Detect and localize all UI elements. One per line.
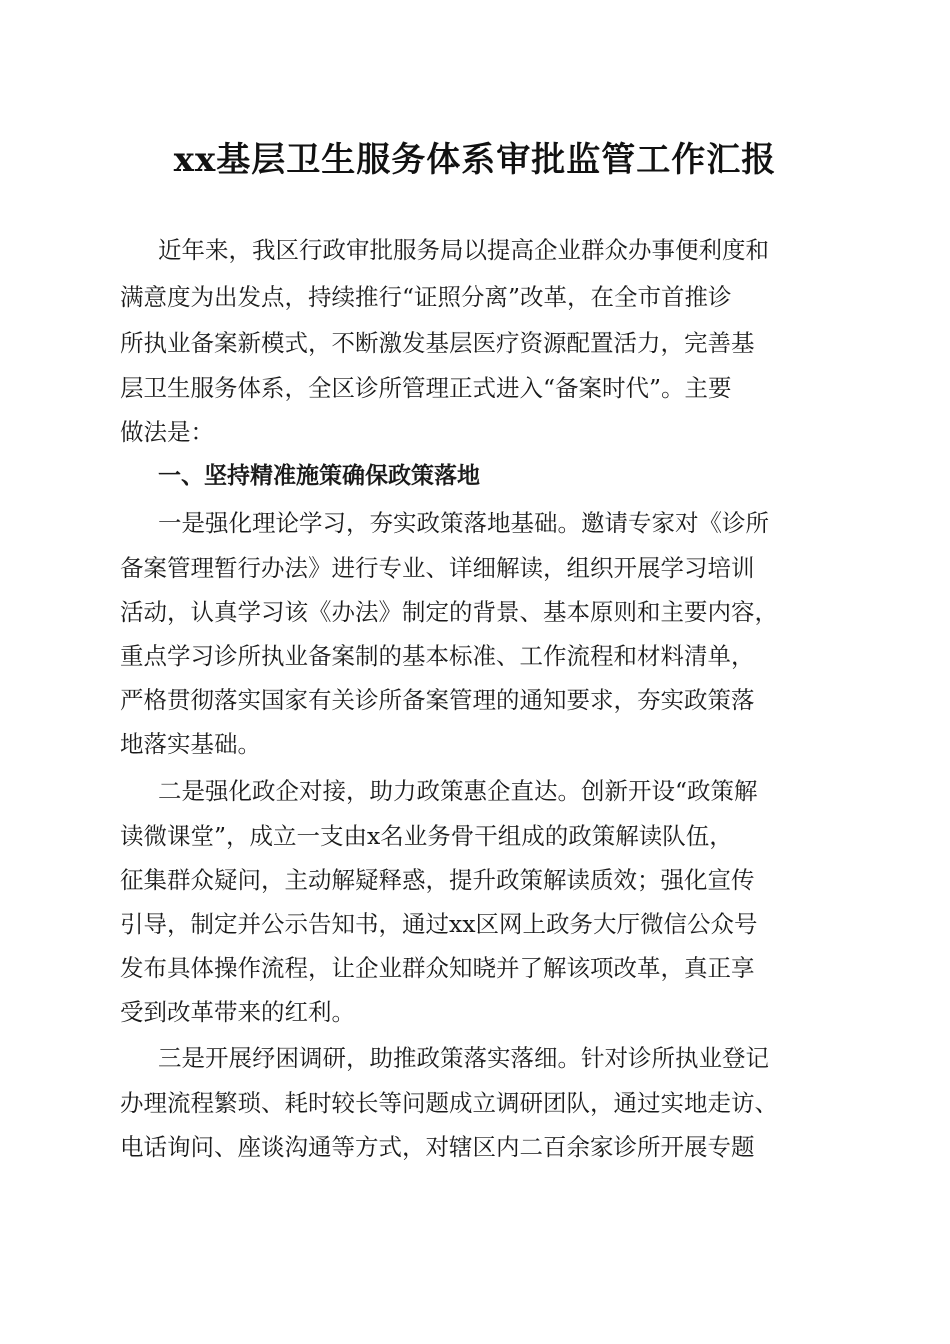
point-line: 征集群众疑问，主动解疑释惑，提升政策解读质效；强化宣传: [120, 866, 755, 894]
point-line: 地落实基础。: [120, 730, 261, 758]
point-line: 活动，认真学习该《办法》制定的背景、基本原则和主要内容，: [120, 598, 778, 626]
point-line: 备案管理暂行办法》进行专业、详细解读，组织开展学习培训: [120, 554, 755, 582]
document-title: xx基层卫生服务体系审批监管工作汇报: [173, 140, 777, 180]
point-lead: 三是开展纾困调研，助推政策落实落细。: [158, 1044, 581, 1072]
point-line: 办理流程繁琐、耗时较长等问题成立调研团队，通过实地走访、: [120, 1089, 778, 1117]
point-line: 读微课堂”，成立一支由x名业务骨干组成的政策解读队伍，: [120, 822, 733, 850]
point-text: 针对诊所执业登记: [581, 1044, 769, 1072]
intro-line: 满意度为出发点，持续推行“证照分离”改革，在全市首推诊: [120, 283, 732, 311]
intro-line: 近年来，我区行政审批服务局以提高企业群众办事便利度和: [158, 236, 769, 264]
point-line: 严格贯彻落实国家有关诊所备案管理的通知要求，夯实政策落: [120, 686, 755, 714]
intro-line: 做法是：: [120, 418, 214, 446]
point-lead: 二是强化政企对接，助力政策惠企直达。: [158, 777, 581, 805]
point-lead: 一是强化理论学习，夯实政策落地基础。: [158, 509, 581, 537]
point-first-line: [158, 505, 769, 541]
point-line: 受到改革带来的红利。: [120, 998, 355, 1026]
point-text: 邀请专家对《诊所: [581, 509, 769, 537]
point-line: 重点学习诊所执业备案制的基本标准、工作流程和材料清单，: [120, 642, 755, 670]
section-heading: 一、坚持精准施策确保政策落地: [158, 463, 480, 489]
intro-line: 层卫生服务体系，全区诊所管理正式进入“备案时代”。主要: [120, 374, 732, 402]
point-first-line: [158, 773, 758, 809]
point-line: 发布具体操作流程，让企业群众知晓并了解该项改革，真正享: [120, 954, 755, 982]
intro-line: 所执业备案新模式，不断激发基层医疗资源配置活力，完善基: [120, 329, 755, 357]
point-first-line: [158, 1040, 769, 1076]
point-line: 电话询问、座谈沟通等方式，对辖区内二百余家诊所开展专题: [120, 1133, 755, 1161]
point-line: 引导，制定并公示告知书，通过xx区网上政务大厅微信公众号: [120, 910, 758, 938]
point-text: 创新开设“政策解: [581, 777, 758, 805]
